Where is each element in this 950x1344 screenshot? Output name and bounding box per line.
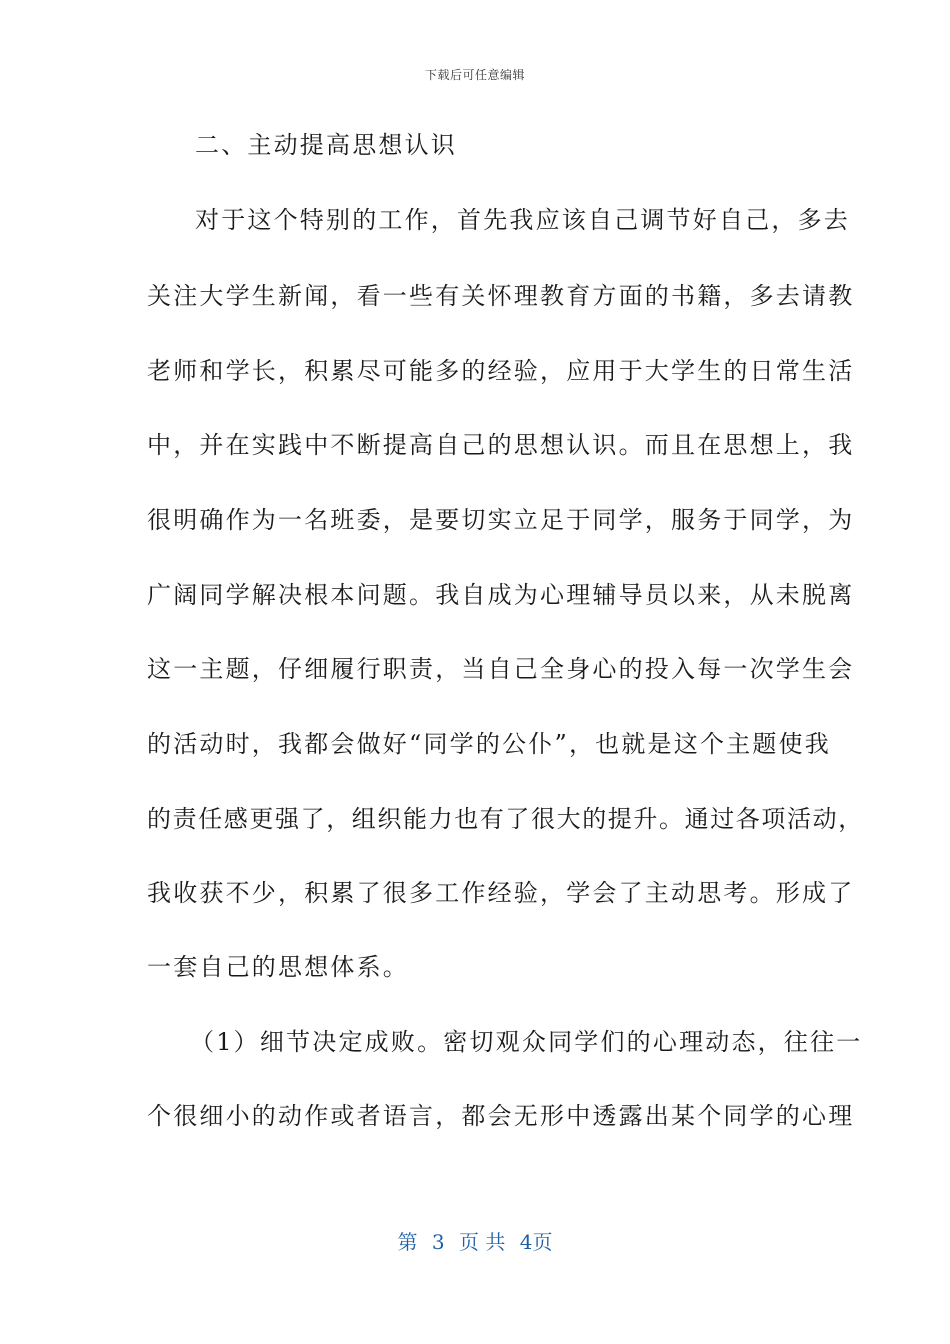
page-header: 下载后可任意编辑 [424,68,525,82]
paragraph-line: 一套自己的思想体系。 [147,953,409,981]
paragraph-line: 广阔同学解决根本问题。我自成为心理辅导员以来，从未脱离 [147,581,855,609]
page-footer [0,1226,950,1255]
footer-page-number: 3 [431,1230,445,1254]
paragraph-line: 我收获不少，积累了很多工作经验，学会了主动思考。形成了 [147,879,855,907]
paragraph-line: 很明确作为一名班委，是要切实立足于同学，服务于同学，为 [147,506,855,534]
paragraph-line: 对于这个特别的工作，首先我应该自己调节好自己，多去 [195,206,850,234]
footer-total: 4页 [519,1230,553,1254]
paragraph-line: 的责任感更强了，组织能力也有了很大的提升。通过各项活动， [147,805,864,833]
paragraph-line: 中，并在实践中不断提高自己的思想认识。而且在思想上，我 [147,431,855,459]
paragraph-line: （1）细节决定成败。密切观众同学们的心理动态，往往一 [190,1028,863,1056]
footer-middle: 页 共 [459,1230,506,1254]
section-heading: 二、主动提高思想认识 [195,131,457,159]
paragraph-line: 关注大学生新闻，看一些有关怀理教育方面的书籍，多去请教 [147,282,855,310]
paragraph-line: 个很细小的动作或者语言，都会无形中透露出某个同学的心理 [147,1102,855,1130]
footer-prefix: 第 [397,1230,418,1254]
paragraph-line: 这一主题，仔细履行职责，当自己全身心的投入每一次学生会 [147,655,855,683]
paragraph-line: 老师和学长，积累尽可能多的经验，应用于大学生的日常生活 [147,357,855,385]
paragraph-line: 的活动时，我都会做好“同学的公仆”，也就是这个主题使我 [147,730,831,758]
